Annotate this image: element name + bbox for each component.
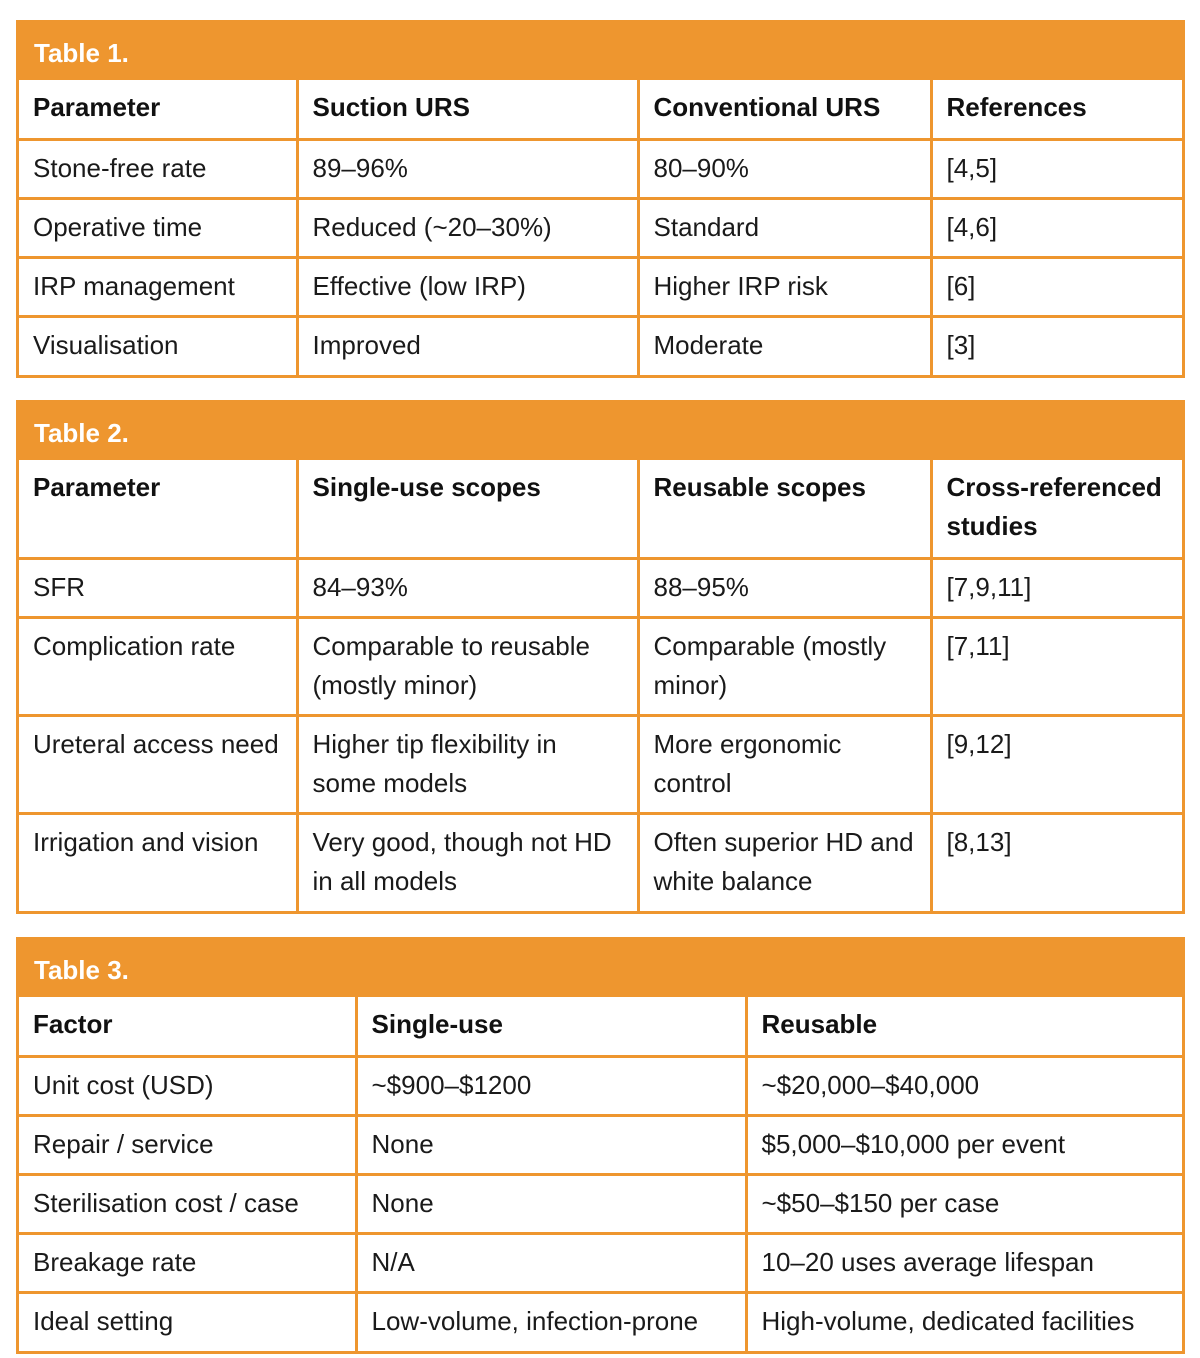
cell-reusable: ~$50–$150 per case [746, 1174, 1182, 1233]
table-row [19, 1233, 1182, 1292]
cell-parameter: Complication rate [19, 617, 297, 715]
column-header: Single-use [356, 997, 746, 1056]
cell-references: [4,5] [931, 139, 1182, 198]
cell-single-use: Very good, though not HD in all models [297, 813, 638, 911]
cell-reusable: 10–20 uses average lifespan [746, 1233, 1182, 1292]
cell-factor: Ideal setting [19, 1292, 356, 1351]
cell-single-use: ~$900–$1200 [356, 1056, 746, 1115]
cell-conventional-urs: Standard [638, 198, 931, 257]
column-header: Suction URS [297, 80, 638, 139]
table-3-grid [19, 997, 1182, 1351]
table-row [19, 617, 1182, 715]
table-row [19, 1115, 1182, 1174]
cell-parameter: Irrigation and vision [19, 813, 297, 911]
table-3 [16, 937, 1185, 1354]
table-row [19, 813, 1182, 911]
cell-references: [6] [931, 257, 1182, 316]
cell-parameter: IRP management [19, 257, 297, 316]
table-title: Table 3. [19, 940, 1182, 997]
table-row [19, 1292, 1182, 1351]
table-row [19, 715, 1182, 813]
table-row [19, 257, 1182, 316]
table-row [19, 1056, 1182, 1115]
cell-single-use: Higher tip flexibility in some models [297, 715, 638, 813]
table-row [19, 558, 1182, 617]
column-header: Factor [19, 997, 356, 1056]
cell-reusable: $5,000–$10,000 per event [746, 1115, 1182, 1174]
header-row [19, 80, 1182, 139]
column-header: Reusable scopes [638, 460, 931, 558]
column-header: References [931, 80, 1182, 139]
cell-studies: [9,12] [931, 715, 1182, 813]
cell-conventional-urs: Higher IRP risk [638, 257, 931, 316]
table-row [19, 316, 1182, 375]
cell-reusable: More ergonomic control [638, 715, 931, 813]
cell-studies: [7,9,11] [931, 558, 1182, 617]
table-title: Table 2. [19, 403, 1182, 460]
header-row [19, 997, 1182, 1056]
cell-single-use: Low-volume, infection-prone [356, 1292, 746, 1351]
cell-reusable: ~$20,000–$40,000 [746, 1056, 1182, 1115]
cell-conventional-urs: 80–90% [638, 139, 931, 198]
cell-factor: Unit cost (USD) [19, 1056, 356, 1115]
table-2-grid [19, 460, 1182, 911]
cell-references: [3] [931, 316, 1182, 375]
cell-parameter: Visualisation [19, 316, 297, 375]
cell-factor: Repair / service [19, 1115, 356, 1174]
column-header: Parameter [19, 80, 297, 139]
cell-factor: Sterilisation cost / case [19, 1174, 356, 1233]
cell-single-use: 84–93% [297, 558, 638, 617]
column-header: Single-use scopes [297, 460, 638, 558]
cell-single-use: Comparable to reusable (mostly minor) [297, 617, 638, 715]
cell-suction-urs: Reduced (~20–30%) [297, 198, 638, 257]
cell-factor: Breakage rate [19, 1233, 356, 1292]
table-row [19, 1174, 1182, 1233]
table-1 [16, 20, 1185, 378]
cell-references: [4,6] [931, 198, 1182, 257]
cell-studies: [8,13] [931, 813, 1182, 911]
cell-suction-urs: Improved [297, 316, 638, 375]
cell-conventional-urs: Moderate [638, 316, 931, 375]
column-header: Parameter [19, 460, 297, 558]
cell-reusable: 88–95% [638, 558, 931, 617]
cell-single-use: None [356, 1174, 746, 1233]
cell-single-use: N/A [356, 1233, 746, 1292]
cell-single-use: None [356, 1115, 746, 1174]
column-header: Cross-referenced studies [931, 460, 1182, 558]
cell-reusable: High-volume, dedicated facilities [746, 1292, 1182, 1351]
table-row [19, 198, 1182, 257]
cell-suction-urs: 89–96% [297, 139, 638, 198]
cell-reusable: Comparable (mostly minor) [638, 617, 931, 715]
table-title: Table 1. [19, 23, 1182, 80]
cell-parameter: Stone-free rate [19, 139, 297, 198]
table-row [19, 139, 1182, 198]
cell-parameter: Operative time [19, 198, 297, 257]
cell-parameter: SFR [19, 558, 297, 617]
header-row [19, 460, 1182, 558]
column-header: Reusable [746, 997, 1182, 1056]
cell-parameter: Ureteral access need [19, 715, 297, 813]
column-header: Conventional URS [638, 80, 931, 139]
cell-suction-urs: Effective (low IRP) [297, 257, 638, 316]
cell-reusable: Often superior HD and white balance [638, 813, 931, 911]
table-2 [16, 400, 1185, 914]
cell-studies: [7,11] [931, 617, 1182, 715]
table-1-grid [19, 80, 1182, 375]
